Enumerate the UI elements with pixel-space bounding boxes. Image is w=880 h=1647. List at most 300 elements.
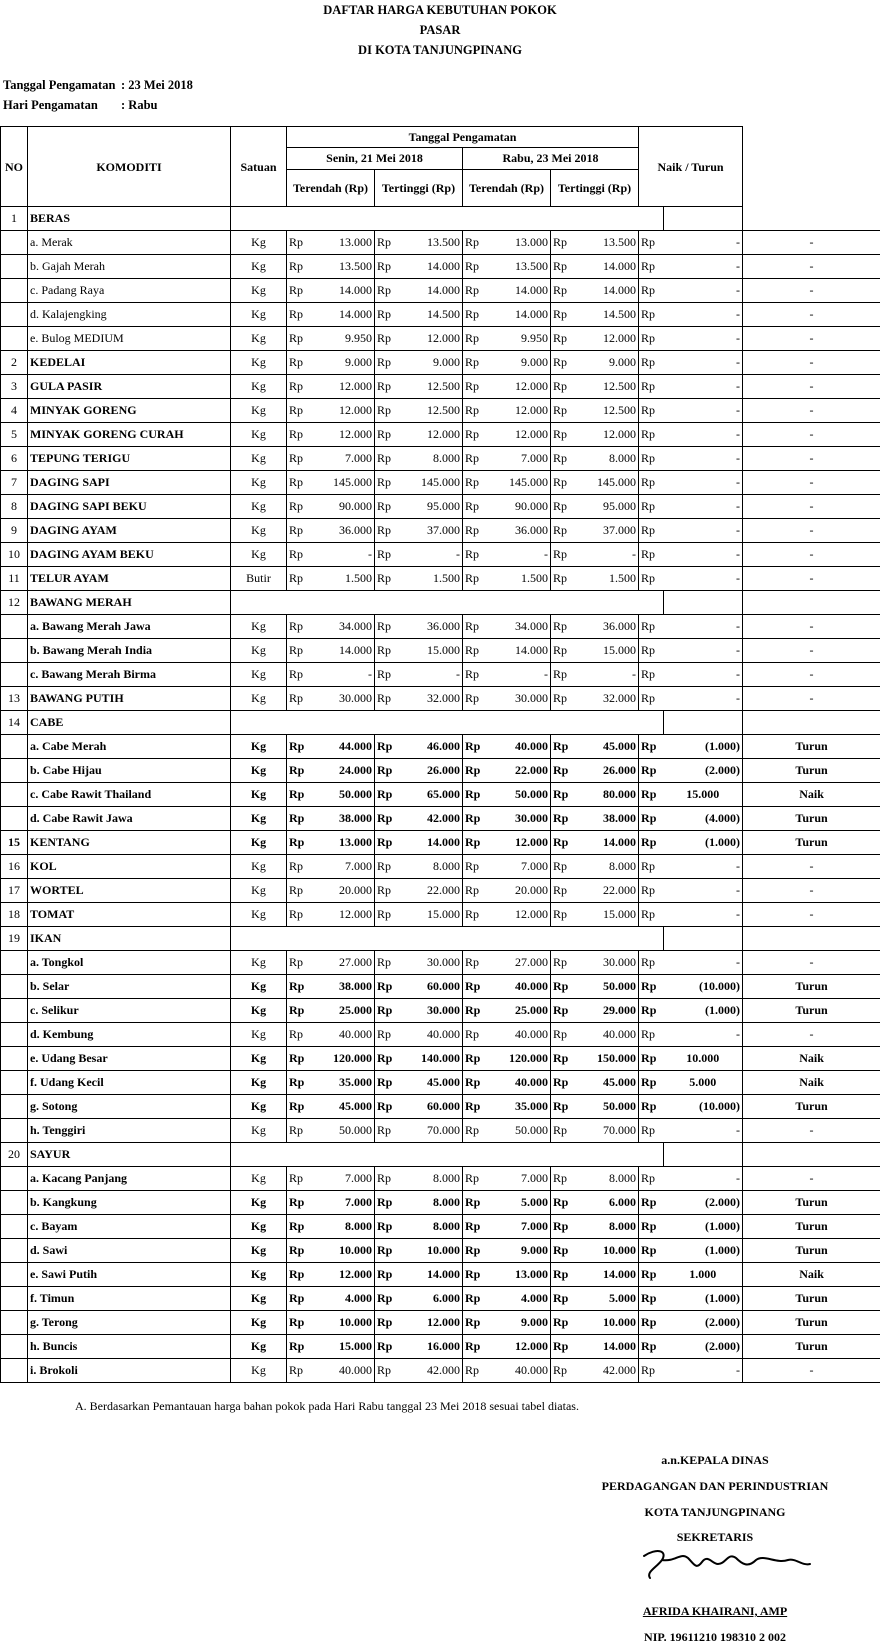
- currency-label: Rp: [639, 975, 664, 999]
- trend-label: -: [743, 255, 880, 279]
- currency-label: Rp: [375, 231, 400, 255]
- currency-label: Rp: [287, 639, 312, 663]
- trend-label: -: [743, 1023, 880, 1047]
- price-difference: (1.000): [664, 1215, 743, 1239]
- currency-label: Rp: [375, 1215, 400, 1239]
- currency-label: Rp: [639, 255, 664, 279]
- row-number: 15: [1, 831, 28, 855]
- row-number: [1, 1119, 28, 1143]
- currency-label: Rp: [551, 1239, 576, 1263]
- currency-label: Rp: [375, 975, 400, 999]
- row-number: 18: [1, 903, 28, 927]
- commodity-name: b. Cabe Hijau: [28, 759, 231, 783]
- currency-label: Rp: [551, 471, 576, 495]
- currency-label: Rp: [287, 807, 312, 831]
- table-row: [1, 831, 880, 855]
- price-difference: (2.000): [664, 1335, 743, 1359]
- currency-label: Rp: [375, 879, 400, 903]
- row-number: [1, 999, 28, 1023]
- row-number: [1, 1023, 28, 1047]
- currency-label: Rp: [375, 1335, 400, 1359]
- currency-label: Rp: [287, 351, 312, 375]
- commodity-name: h. Buncis: [28, 1335, 231, 1359]
- currency-label: Rp: [287, 759, 312, 783]
- price-value: 145.000: [488, 471, 551, 495]
- category-blank: [231, 1143, 664, 1167]
- price-value: 13.000: [488, 231, 551, 255]
- price-value: -: [576, 663, 639, 687]
- unit-cell: Kg: [231, 1359, 287, 1383]
- price-difference: -: [664, 375, 743, 399]
- price-difference: -: [664, 327, 743, 351]
- price-value: 10.000: [400, 1239, 463, 1263]
- currency-label: Rp: [639, 855, 664, 879]
- trend-label: -: [743, 1167, 880, 1191]
- unit-cell: Kg: [231, 519, 287, 543]
- currency-label: Rp: [463, 999, 488, 1023]
- price-value: 9.000: [488, 1239, 551, 1263]
- table-row: [1, 1191, 880, 1215]
- currency-label: Rp: [375, 615, 400, 639]
- currency-label: Rp: [639, 471, 664, 495]
- table-row: [1, 1359, 880, 1383]
- table-row: [1, 687, 880, 711]
- price-value: 35.000: [312, 1071, 375, 1095]
- commodity-name: TOMAT: [28, 903, 231, 927]
- price-value: 12.000: [400, 1311, 463, 1335]
- price-value: 26.000: [400, 759, 463, 783]
- price-difference: -: [664, 255, 743, 279]
- signatory-nip: NIP. 19611210 198310 2 002: [644, 1630, 786, 1644]
- trend-label: Turun: [743, 975, 880, 999]
- currency-label: Rp: [639, 687, 664, 711]
- currency-label: Rp: [463, 951, 488, 975]
- commodity-name: KENTANG: [28, 831, 231, 855]
- price-value: 8.000: [312, 1215, 375, 1239]
- currency-label: Rp: [375, 471, 400, 495]
- currency-label: Rp: [287, 975, 312, 999]
- row-number: 5: [1, 423, 28, 447]
- price-difference: -: [664, 951, 743, 975]
- currency-label: Rp: [551, 1335, 576, 1359]
- unit-cell: Kg: [231, 255, 287, 279]
- price-value: 22.000: [400, 879, 463, 903]
- row-number: [1, 327, 28, 351]
- currency-label: Rp: [551, 567, 576, 591]
- commodity-name: e. Udang Besar: [28, 1047, 231, 1071]
- currency-label: Rp: [375, 519, 400, 543]
- currency-label: Rp: [463, 879, 488, 903]
- unit-cell: Kg: [231, 279, 287, 303]
- commodity-name: DAGING AYAM BEKU: [28, 543, 231, 567]
- price-value: 4.000: [488, 1287, 551, 1311]
- row-number: 12: [1, 591, 28, 615]
- table-row: [1, 1023, 880, 1047]
- currency-label: Rp: [639, 735, 664, 759]
- price-value: 14.000: [400, 1263, 463, 1287]
- price-value: 8.000: [400, 1191, 463, 1215]
- trend-label: -: [743, 1359, 880, 1383]
- header-komoditi: KOMODITI: [28, 127, 231, 207]
- currency-label: Rp: [551, 951, 576, 975]
- commodity-name: KOL: [28, 855, 231, 879]
- currency-label: Rp: [551, 639, 576, 663]
- currency-label: Rp: [463, 1047, 488, 1071]
- table-row: [1, 639, 880, 663]
- price-value: 36.000: [312, 519, 375, 543]
- row-number: [1, 615, 28, 639]
- table-row: [1, 495, 880, 519]
- currency-label: Rp: [551, 255, 576, 279]
- currency-label: Rp: [287, 735, 312, 759]
- category-blank: [231, 711, 664, 735]
- price-value: 12.000: [312, 399, 375, 423]
- price-value: 7.000: [312, 447, 375, 471]
- row-number: 11: [1, 567, 28, 591]
- price-value: 90.000: [312, 495, 375, 519]
- currency-label: Rp: [463, 687, 488, 711]
- price-difference: -: [664, 687, 743, 711]
- price-value: 14.000: [400, 831, 463, 855]
- currency-label: Rp: [287, 903, 312, 927]
- currency-label: Rp: [639, 663, 664, 687]
- currency-label: Rp: [463, 639, 488, 663]
- unit-cell: Kg: [231, 1335, 287, 1359]
- table-row: [1, 735, 880, 759]
- price-value: 9.950: [312, 327, 375, 351]
- row-number: 17: [1, 879, 28, 903]
- row-number: 4: [1, 399, 28, 423]
- price-value: 45.000: [312, 1095, 375, 1119]
- price-value: 45.000: [576, 735, 639, 759]
- unit-cell: Kg: [231, 639, 287, 663]
- unit-cell: Kg: [231, 999, 287, 1023]
- price-value: 5.000: [488, 1191, 551, 1215]
- trend-label: Turun: [743, 1095, 880, 1119]
- price-difference: (1.000): [664, 735, 743, 759]
- currency-label: Rp: [375, 903, 400, 927]
- trend-label: -: [743, 423, 880, 447]
- price-value: 40.000: [488, 975, 551, 999]
- price-difference: (1.000): [664, 831, 743, 855]
- price-difference: (1.000): [664, 1239, 743, 1263]
- price-value: 37.000: [400, 519, 463, 543]
- price-value: 12.500: [576, 375, 639, 399]
- currency-label: Rp: [463, 1311, 488, 1335]
- table-row: [1, 1311, 880, 1335]
- currency-label: Rp: [639, 351, 664, 375]
- price-value: 10.000: [576, 1311, 639, 1335]
- price-value: 30.000: [312, 687, 375, 711]
- price-value: 8.000: [400, 855, 463, 879]
- currency-label: Rp: [463, 1095, 488, 1119]
- row-number: [1, 255, 28, 279]
- currency-label: Rp: [463, 567, 488, 591]
- currency-label: Rp: [639, 423, 664, 447]
- commodity-name: d. Cabe Rawit Jawa: [28, 807, 231, 831]
- currency-label: Rp: [639, 1287, 664, 1311]
- currency-label: Rp: [639, 1263, 664, 1287]
- commodity-name: DAGING SAPI: [28, 471, 231, 495]
- currency-label: Rp: [551, 1191, 576, 1215]
- price-value: 15.000: [576, 903, 639, 927]
- currency-label: Rp: [639, 1071, 664, 1095]
- observation-date-value: : 23 Mei 2018: [121, 78, 193, 92]
- price-difference: -: [664, 567, 743, 591]
- price-value: 14.000: [312, 279, 375, 303]
- commodity-name: WORTEL: [28, 879, 231, 903]
- price-difference: -: [664, 399, 743, 423]
- price-difference: -: [664, 303, 743, 327]
- table-row: [1, 807, 880, 831]
- currency-label: Rp: [375, 1071, 400, 1095]
- price-difference: -: [664, 879, 743, 903]
- price-value: 40.000: [488, 1359, 551, 1383]
- price-difference: -: [664, 447, 743, 471]
- price-value: 30.000: [488, 687, 551, 711]
- currency-label: Rp: [463, 423, 488, 447]
- price-value: 1.500: [400, 567, 463, 591]
- currency-label: Rp: [375, 1287, 400, 1311]
- currency-label: Rp: [463, 375, 488, 399]
- currency-label: Rp: [551, 279, 576, 303]
- category-blank: [231, 927, 664, 951]
- currency-label: Rp: [551, 903, 576, 927]
- currency-label: Rp: [287, 1239, 312, 1263]
- currency-label: Rp: [551, 399, 576, 423]
- price-value: 9.950: [488, 327, 551, 351]
- doc-title-line3: DI KOTA TANJUNGPINANG: [358, 43, 522, 57]
- currency-label: Rp: [551, 879, 576, 903]
- price-difference: -: [664, 615, 743, 639]
- price-value: 8.000: [400, 447, 463, 471]
- currency-label: Rp: [551, 783, 576, 807]
- commodity-name: c. Bawang Merah Birma: [28, 663, 231, 687]
- price-value: 6.000: [400, 1287, 463, 1311]
- currency-label: Rp: [551, 423, 576, 447]
- price-value: 38.000: [576, 807, 639, 831]
- price-value: 9.000: [400, 351, 463, 375]
- price-value: 14.000: [576, 1263, 639, 1287]
- row-number: [1, 735, 28, 759]
- table-row: [1, 207, 880, 231]
- price-value: -: [312, 543, 375, 567]
- unit-cell: Kg: [231, 831, 287, 855]
- currency-label: Rp: [551, 855, 576, 879]
- price-difference: -: [664, 495, 743, 519]
- row-number: [1, 975, 28, 999]
- commodity-name: c. Cabe Rawit Thailand: [28, 783, 231, 807]
- currency-label: Rp: [463, 735, 488, 759]
- price-difference: -: [664, 639, 743, 663]
- currency-label: Rp: [639, 1335, 664, 1359]
- signature-line3: KOTA TANJUNGPINANG: [644, 1505, 786, 1519]
- commodity-name: c. Padang Raya: [28, 279, 231, 303]
- table-row: [1, 1263, 880, 1287]
- price-value: 12.000: [312, 375, 375, 399]
- price-difference: -: [664, 423, 743, 447]
- price-difference: 15.000: [664, 783, 743, 807]
- price-value: 1.500: [576, 567, 639, 591]
- currency-label: Rp: [287, 1119, 312, 1143]
- table-row: [1, 1095, 880, 1119]
- currency-label: Rp: [375, 759, 400, 783]
- unit-cell: Kg: [231, 303, 287, 327]
- commodity-name: a. Merak: [28, 231, 231, 255]
- price-value: 14.000: [576, 279, 639, 303]
- price-value: 12.000: [488, 1335, 551, 1359]
- price-value: 14.000: [312, 303, 375, 327]
- signature-line2: PERDAGANGAN DAN PERINDUSTRIAN: [601, 1479, 829, 1493]
- commodity-name: MINYAK GORENG CURAH: [28, 423, 231, 447]
- commodity-name: h. Tenggiri: [28, 1119, 231, 1143]
- currency-label: Rp: [287, 1023, 312, 1047]
- currency-label: Rp: [463, 1239, 488, 1263]
- currency-label: Rp: [375, 1239, 400, 1263]
- currency-label: Rp: [551, 1119, 576, 1143]
- currency-label: Rp: [463, 279, 488, 303]
- currency-label: Rp: [375, 855, 400, 879]
- trend-label: Turun: [743, 1239, 880, 1263]
- currency-label: Rp: [551, 543, 576, 567]
- price-value: 50.000: [488, 1119, 551, 1143]
- price-value: 14.000: [576, 831, 639, 855]
- trend-label: -: [743, 543, 880, 567]
- price-value: 65.000: [400, 783, 463, 807]
- price-difference: -: [664, 1359, 743, 1383]
- price-value: 14.000: [488, 639, 551, 663]
- price-value: 22.000: [488, 759, 551, 783]
- currency-label: Rp: [463, 1215, 488, 1239]
- price-value: 40.000: [488, 735, 551, 759]
- trend-label: -: [743, 567, 880, 591]
- price-value: 40.000: [488, 1071, 551, 1095]
- price-difference: -: [664, 543, 743, 567]
- unit-cell: Kg: [231, 471, 287, 495]
- commodity-name: f. Udang Kecil: [28, 1071, 231, 1095]
- trend-label: -: [743, 231, 880, 255]
- currency-label: Rp: [639, 279, 664, 303]
- price-value: 25.000: [312, 999, 375, 1023]
- unit-cell: Kg: [231, 1095, 287, 1119]
- price-value: 34.000: [488, 615, 551, 639]
- price-value: 13.500: [312, 255, 375, 279]
- row-number: [1, 1167, 28, 1191]
- currency-label: Rp: [639, 543, 664, 567]
- currency-label: Rp: [551, 807, 576, 831]
- currency-label: Rp: [463, 831, 488, 855]
- unit-cell: Kg: [231, 543, 287, 567]
- header-date2: Rabu, 23 Mei 2018: [463, 148, 639, 170]
- currency-label: Rp: [639, 399, 664, 423]
- trend-label: -: [743, 903, 880, 927]
- currency-label: Rp: [375, 327, 400, 351]
- price-value: 12.500: [400, 399, 463, 423]
- price-value: 12.000: [400, 423, 463, 447]
- row-number: [1, 231, 28, 255]
- row-number: [1, 807, 28, 831]
- unit-cell: Kg: [231, 807, 287, 831]
- unit-cell: Kg: [231, 879, 287, 903]
- currency-label: Rp: [375, 567, 400, 591]
- commodity-name: a. Tongkol: [28, 951, 231, 975]
- currency-label: Rp: [551, 375, 576, 399]
- currency-label: Rp: [287, 831, 312, 855]
- signature-line4: SEKRETARIS: [676, 1530, 754, 1544]
- currency-label: Rp: [639, 231, 664, 255]
- signature-line1: a.n.KEPALA DINAS: [661, 1453, 769, 1467]
- commodity-name: i. Brokoli: [28, 1359, 231, 1383]
- currency-label: Rp: [639, 447, 664, 471]
- currency-label: Rp: [287, 231, 312, 255]
- price-value: 14.000: [576, 255, 639, 279]
- row-number: 1: [1, 207, 28, 231]
- observation-day-label: Hari Pengamatan: [3, 98, 98, 112]
- row-number: 6: [1, 447, 28, 471]
- unit-cell: Kg: [231, 687, 287, 711]
- unit-cell: Kg: [231, 1023, 287, 1047]
- unit-cell: Kg: [231, 615, 287, 639]
- currency-label: Rp: [463, 1119, 488, 1143]
- table-row: [1, 543, 880, 567]
- commodity-name: a. Bawang Merah Jawa: [28, 615, 231, 639]
- price-value: 50.000: [576, 1095, 639, 1119]
- header-date1-low: Terendah (Rp): [287, 170, 375, 207]
- currency-label: Rp: [639, 831, 664, 855]
- price-value: 12.500: [400, 375, 463, 399]
- currency-label: Rp: [551, 519, 576, 543]
- currency-label: Rp: [639, 1023, 664, 1047]
- unit-cell: Kg: [231, 1263, 287, 1287]
- price-value: 50.000: [488, 783, 551, 807]
- currency-label: Rp: [639, 495, 664, 519]
- trend-label: -: [743, 639, 880, 663]
- currency-label: Rp: [375, 807, 400, 831]
- row-number: [1, 951, 28, 975]
- table-row: [1, 1239, 880, 1263]
- price-value: 7.000: [312, 855, 375, 879]
- trend-label: -: [743, 471, 880, 495]
- price-value: 120.000: [312, 1047, 375, 1071]
- price-difference: -: [664, 855, 743, 879]
- currency-label: Rp: [375, 447, 400, 471]
- trend-label: Turun: [743, 831, 880, 855]
- unit-cell: Kg: [231, 975, 287, 999]
- currency-label: Rp: [463, 807, 488, 831]
- table-row: [1, 711, 880, 735]
- currency-label: Rp: [287, 1071, 312, 1095]
- price-value: 13.000: [312, 231, 375, 255]
- price-value: 10.000: [312, 1311, 375, 1335]
- row-number: 13: [1, 687, 28, 711]
- currency-label: Rp: [375, 1263, 400, 1287]
- currency-label: Rp: [375, 279, 400, 303]
- category-blank: [231, 207, 664, 231]
- row-number: [1, 303, 28, 327]
- price-value: 13.500: [400, 231, 463, 255]
- currency-label: Rp: [375, 783, 400, 807]
- currency-label: Rp: [375, 495, 400, 519]
- unit-cell: Kg: [231, 231, 287, 255]
- header-date1: Senin, 21 Mei 2018: [287, 148, 463, 170]
- currency-label: Rp: [551, 663, 576, 687]
- table-row: [1, 903, 880, 927]
- table-row: [1, 1335, 880, 1359]
- currency-label: Rp: [463, 783, 488, 807]
- currency-label: Rp: [375, 303, 400, 327]
- commodity-name: IKAN: [28, 927, 231, 951]
- price-difference: (2.000): [664, 1311, 743, 1335]
